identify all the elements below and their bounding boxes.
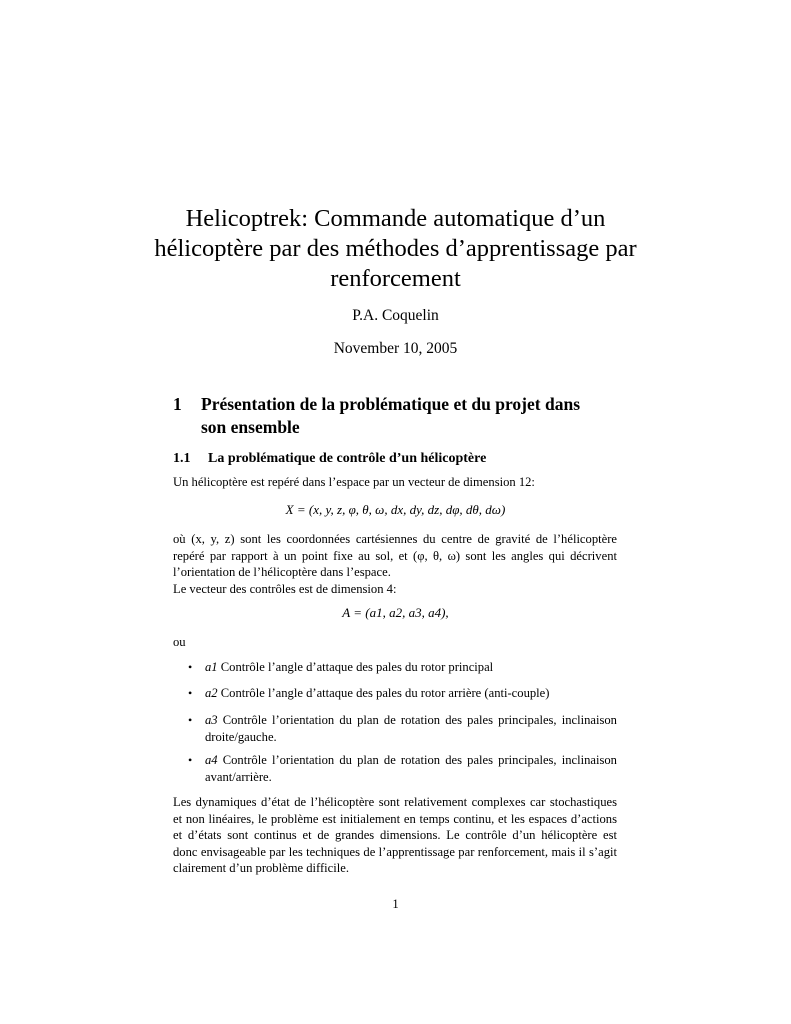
paragraph-line: clairement d’un problème difficile. — [173, 861, 350, 875]
subsection-title: La problématique de contrôle d’un hélicoptère — [208, 451, 487, 466]
subsection-heading — [173, 450, 486, 468]
author: P.A. Coquelin — [352, 307, 439, 324]
control-symbol: a3 — [205, 713, 218, 727]
intro-paragraph — [173, 474, 617, 491]
paragraph-line: et d’états sont continus et de grandes dimensions. Le contrôle d’un hélicoptère est — [173, 828, 617, 842]
intro-line: Un hélicoptère est repéré dans l’espace par un vecteur de dimension 12: — [173, 475, 535, 489]
list-item — [205, 752, 617, 785]
section-title-line-2: son ensemble — [201, 417, 300, 437]
title-line-3: renforcement — [330, 265, 461, 292]
paragraph-line: repéré par rapport à un point fixe au sol, et (φ, θ, ω) sont les angles qui décrivent — [173, 548, 617, 563]
equation-control-vector: A = (a1, a2, a3, a4), — [342, 605, 449, 620]
bullet-icon: • — [188, 686, 193, 700]
equation-state-vector: X = (x, y, z, φ, θ, ω, dx, dy, dz, dφ, dθ, dω) — [285, 502, 506, 517]
bullet-icon: • — [188, 713, 193, 727]
paragraph-line: Le vecteur des contrôles est de dimension 4: — [173, 581, 397, 596]
control-description: Contrôle l’orientation du plan de rotation des pales principales, inclinaison — [222, 753, 617, 767]
date: November 10, 2005 — [333, 340, 458, 357]
section-number: 1 — [173, 394, 182, 414]
bullet-icon: • — [188, 660, 193, 674]
control-description: Contrôle l’angle d’attaque des pales du rotor arrière (anti-couple) — [220, 686, 550, 700]
subsection-number: 1.1 — [173, 451, 191, 466]
paragraph-line: Les dynamiques d’état de l’hélicoptère sont relativement complexes car stochastiques — [173, 795, 617, 809]
control-symbol: a2 — [205, 686, 218, 700]
section-heading — [173, 393, 623, 439]
paragraph-line: et non linéaires, le problème est initialement en temps continu, et les espaces d’actions — [173, 811, 617, 826]
paragraph-line: donc envisageable par les techniques de l’apprentissage par renforcement, mais il s’agit — [173, 844, 617, 859]
paper-title — [150, 204, 641, 294]
ou-word: ou — [173, 635, 186, 649]
title-line-1: Helicoptrek: Commande automatique d’un — [185, 205, 606, 232]
ou-text — [173, 634, 617, 651]
paragraph-line: où (x, y, z) sont les coordonnées cartésiennes du centre de gravité de l’hélicoptère — [173, 532, 617, 546]
control-symbol: a4 — [205, 753, 218, 767]
section-title-line-1: Présentation de la problématique et du projet dans — [201, 394, 581, 414]
paragraph-dynamics — [173, 794, 617, 877]
title-line-2: hélicoptère par des méthodes d’apprentissage par — [154, 235, 637, 262]
control-description-cont: droite/gauche. — [205, 729, 277, 744]
paragraph-line: l’orientation de l’hélicoptère dans l’espace. — [173, 565, 391, 579]
bullet-icon: • — [188, 753, 193, 767]
control-description: Contrôle l’angle d’attaque des pales du rotor principal — [220, 660, 494, 674]
list-item — [205, 659, 617, 676]
paragraph-coordinates — [173, 531, 617, 597]
page-number: 1 — [392, 897, 399, 911]
list-item — [205, 712, 617, 745]
list-item — [205, 685, 617, 702]
control-description-cont: avant/arrière. — [205, 769, 272, 784]
control-description: Contrôle l’orientation du plan de rotation des pales principales, inclinaison — [222, 713, 617, 727]
control-symbol: a1 — [205, 660, 218, 674]
